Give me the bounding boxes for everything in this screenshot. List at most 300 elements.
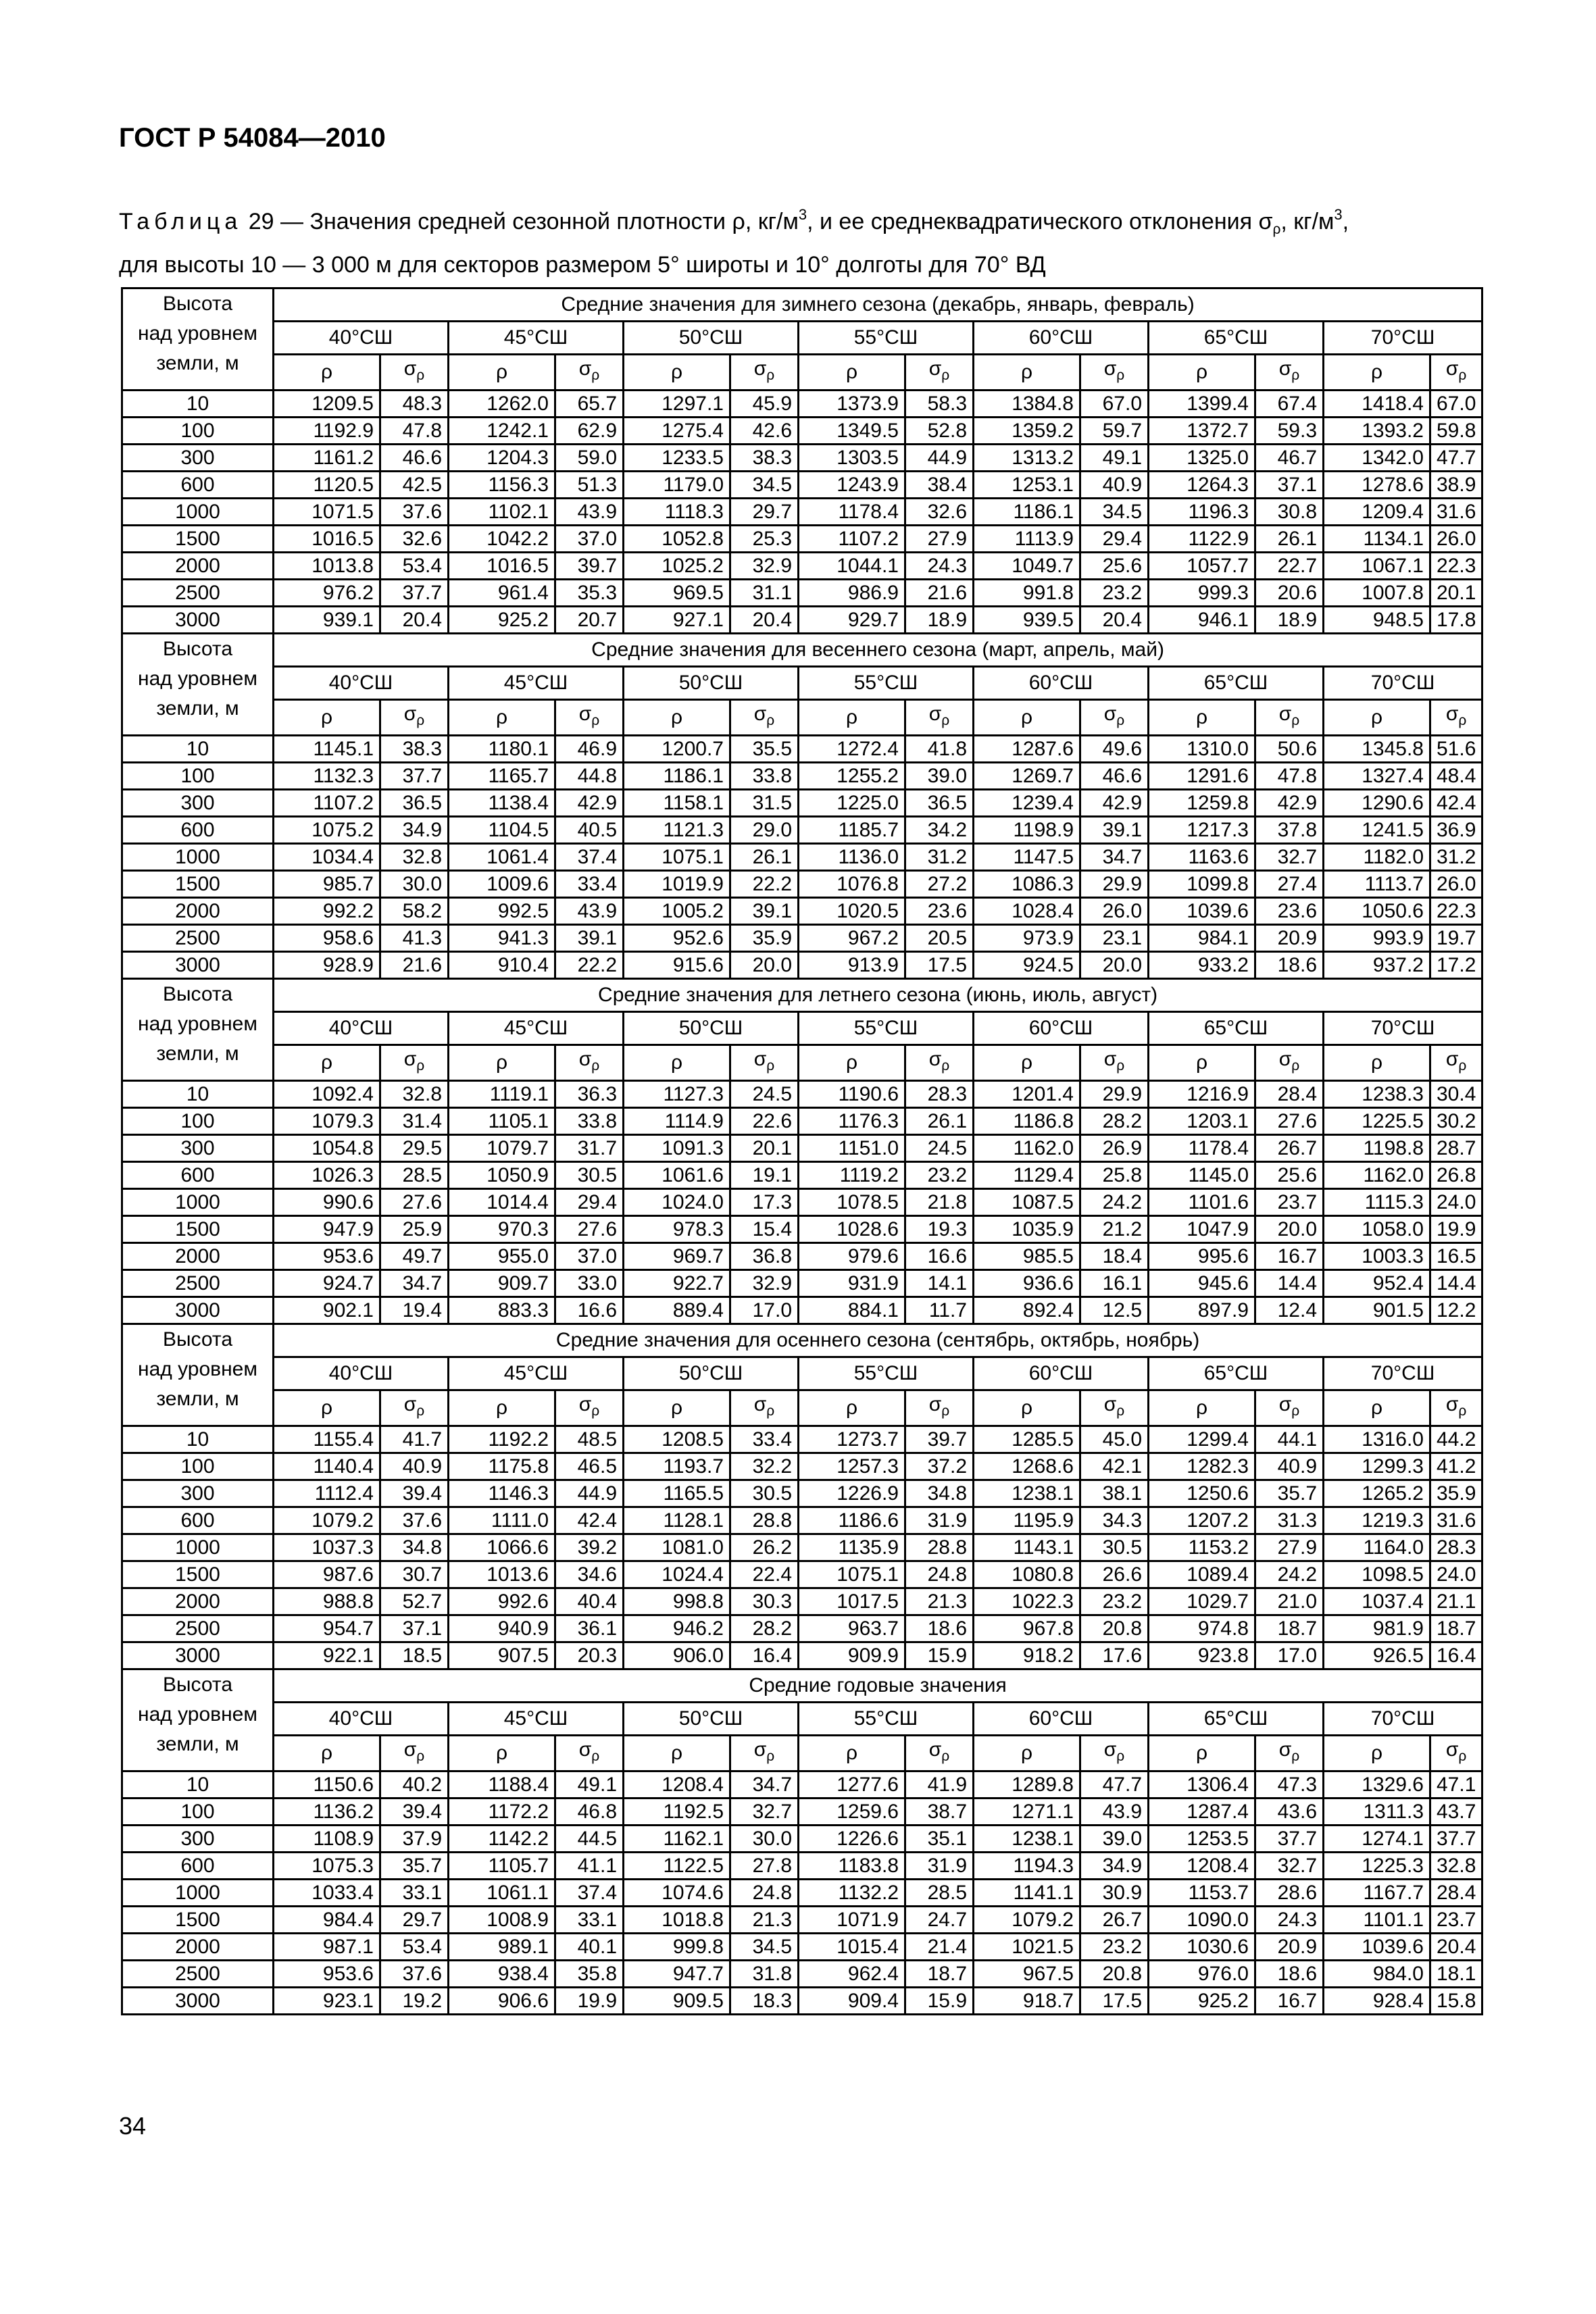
table-row (122, 1988, 1482, 2015)
sigma-symbol: σ (1103, 357, 1117, 380)
sigma-value-cell: 29.4 (1080, 526, 1149, 553)
sigma-value-cell: 14.4 (1430, 1270, 1482, 1297)
rho-value-cell: 927.1 (624, 607, 730, 634)
rho-value-cell: 925.2 (1149, 1988, 1255, 2015)
sigma-value-cell: 39.0 (1080, 1826, 1149, 1853)
sigma-value-cell: 49.1 (555, 1771, 624, 1799)
altitude-cell: 2000 (122, 1934, 274, 1961)
rho-value-cell: 1129.4 (974, 1162, 1080, 1189)
sigma-header (1080, 1736, 1149, 1771)
height-header-line: земли, м (156, 1042, 239, 1065)
latitude-header: 40°СШ (274, 1012, 449, 1045)
altitude-cell: 100 (122, 763, 274, 790)
sigma-header (905, 355, 974, 391)
sigma-value-cell: 25.6 (1255, 1162, 1324, 1189)
altitude-cell: 10 (122, 1081, 274, 1108)
caption-exponent-1: 3 (798, 206, 807, 223)
rho-value-cell: 1176.3 (799, 1108, 905, 1135)
rho-value-cell: 924.5 (974, 952, 1080, 979)
sigma-header (1430, 355, 1482, 391)
rho-value-cell: 1016.5 (449, 553, 555, 580)
rho-value-cell: 1091.3 (624, 1135, 730, 1162)
sigma-value-cell: 16.4 (1430, 1642, 1482, 1669)
table-row (122, 1907, 1482, 1934)
sigma-value-cell: 36.1 (555, 1615, 624, 1642)
rho-value-cell: 1373.9 (799, 391, 905, 418)
sigma-header (905, 1736, 974, 1771)
sigma-value-cell: 18.7 (905, 1961, 974, 1988)
rho-value-cell: 1122.5 (624, 1853, 730, 1880)
rho-value-cell: 973.9 (974, 925, 1080, 952)
sigma-value-cell: 18.7 (1255, 1615, 1324, 1642)
sigma-subscript: ρ (1291, 1058, 1300, 1074)
sigma-value-cell: 31.1 (730, 580, 799, 607)
sigma-value-cell: 29.4 (555, 1189, 624, 1216)
rho-value-cell: 985.5 (974, 1243, 1080, 1270)
latitude-header: 60°СШ (974, 1012, 1149, 1045)
sigma-header (555, 355, 624, 391)
sigma-value-cell: 50.6 (1255, 736, 1324, 763)
rho-value-cell: 1268.6 (974, 1453, 1080, 1480)
sigma-header (730, 1390, 799, 1426)
section-title-row (122, 1669, 1482, 1703)
sigma-symbol: σ (753, 1048, 767, 1070)
rho-value-cell: 1024.4 (624, 1561, 730, 1588)
sigma-value-cell: 24.0 (1430, 1189, 1482, 1216)
sigma-subscript: ρ (1291, 1403, 1300, 1419)
rho-value-cell: 1274.1 (1324, 1826, 1430, 1853)
sigma-value-cell: 34.3 (1080, 1507, 1149, 1534)
latitude-header: 45°СШ (449, 1703, 624, 1736)
sigma-value-cell: 20.8 (1080, 1615, 1149, 1642)
altitude-cell: 300 (122, 1480, 274, 1507)
sigma-value-cell: 37.7 (380, 580, 449, 607)
sigma-value-cell: 48.3 (380, 391, 449, 418)
rho-value-cell: 1201.4 (974, 1081, 1080, 1108)
sigma-symbol: σ (403, 1048, 417, 1070)
altitude-cell: 600 (122, 817, 274, 844)
sigma-value-cell: 36.5 (905, 790, 974, 817)
rho-value-cell: 1186.6 (799, 1507, 905, 1534)
sigma-symbol: σ (1103, 1738, 1117, 1761)
sigma-value-cell: 17.5 (905, 952, 974, 979)
sigma-value-cell: 31.6 (1430, 1507, 1482, 1534)
rho-value-cell: 923.1 (274, 1988, 380, 2015)
sigma-value-cell: 32.8 (380, 1081, 449, 1108)
rho-value-cell: 1024.0 (624, 1189, 730, 1216)
sigma-value-cell: 28.5 (380, 1162, 449, 1189)
rho-value-cell: 938.4 (449, 1961, 555, 1988)
sigma-symbol: σ (753, 357, 767, 380)
rho-value-cell: 1273.7 (799, 1426, 905, 1453)
rho-value-cell: 939.1 (274, 607, 380, 634)
altitude-cell: 2000 (122, 553, 274, 580)
rho-value-cell: 1145.1 (274, 736, 380, 763)
height-header-line: Высота (162, 983, 233, 1005)
sigma-subscript: ρ (941, 713, 950, 728)
table-row (122, 499, 1482, 526)
rho-value-cell: 1182.0 (1324, 844, 1430, 871)
rho-header: ρ (974, 1736, 1080, 1771)
rho-value-cell: 1329.6 (1324, 1771, 1430, 1799)
rho-value-cell: 1118.3 (624, 499, 730, 526)
rho-value-cell: 1081.0 (624, 1534, 730, 1561)
rho-value-cell: 1147.5 (974, 844, 1080, 871)
height-header-line: Высота (162, 638, 233, 660)
rho-value-cell: 1113.9 (974, 526, 1080, 553)
sigma-header (380, 1390, 449, 1426)
rho-value-cell: 1092.4 (274, 1081, 380, 1108)
rho-value-cell: 1327.4 (1324, 763, 1430, 790)
rho-value-cell: 1030.6 (1149, 1934, 1255, 1961)
rho-value-cell: 1179.0 (624, 472, 730, 499)
height-header (122, 288, 274, 391)
rho-header: ρ (624, 700, 730, 736)
table-row (122, 526, 1482, 553)
sigma-value-cell: 30.5 (555, 1162, 624, 1189)
sigma-value-cell: 24.5 (730, 1081, 799, 1108)
sigma-value-cell: 31.3 (1255, 1507, 1324, 1534)
rho-value-cell: 1238.3 (1324, 1081, 1430, 1108)
section-title-row (122, 979, 1482, 1012)
rho-header: ρ (799, 700, 905, 736)
sigma-header (1080, 355, 1149, 391)
sigma-value-cell: 52.7 (380, 1588, 449, 1615)
table-row (122, 844, 1482, 871)
rho-value-cell: 1239.4 (974, 790, 1080, 817)
section-title: Средние значения для зимнего сезона (декабрь, январь, февраль) (274, 288, 1482, 322)
sigma-value-cell: 20.0 (730, 952, 799, 979)
rho-value-cell: 1052.8 (624, 526, 730, 553)
table-row (122, 553, 1482, 580)
sigma-symbol: σ (1278, 1048, 1292, 1070)
sigma-subscript: ρ (416, 368, 425, 383)
sigma-value-cell: 19.9 (1430, 1216, 1482, 1243)
rho-value-cell: 974.8 (1149, 1615, 1255, 1642)
latitude-header: 70°СШ (1324, 1012, 1482, 1045)
variable-row (122, 1045, 1482, 1081)
sigma-value-cell: 37.7 (1255, 1826, 1324, 1853)
sigma-subscript: ρ (591, 1058, 600, 1074)
sigma-value-cell: 16.7 (1255, 1988, 1324, 2015)
latitude-header: 60°СШ (974, 667, 1149, 700)
section-title-row (122, 634, 1482, 667)
rho-value-cell: 948.5 (1324, 607, 1430, 634)
latitude-header: 40°СШ (274, 1357, 449, 1390)
rho-value-cell: 992.6 (449, 1588, 555, 1615)
rho-value-cell: 883.3 (449, 1297, 555, 1324)
table-row (122, 1880, 1482, 1907)
altitude-cell: 2500 (122, 1270, 274, 1297)
variable-row (122, 355, 1482, 391)
sigma-subscript: ρ (416, 1749, 425, 1764)
sigma-value-cell: 34.5 (1080, 499, 1149, 526)
rho-value-cell: 1005.2 (624, 898, 730, 925)
rho-value-cell: 1208.5 (624, 1426, 730, 1453)
sigma-subscript: ρ (941, 1058, 950, 1074)
sigma-value-cell: 36.9 (1430, 817, 1482, 844)
rho-value-cell: 922.1 (274, 1642, 380, 1669)
sigma-value-cell: 26.0 (1430, 871, 1482, 898)
sigma-value-cell: 37.7 (380, 763, 449, 790)
rho-header: ρ (1324, 1045, 1430, 1081)
table-row (122, 1853, 1482, 1880)
sigma-value-cell: 35.7 (380, 1853, 449, 1880)
sigma-value-cell: 47.7 (1430, 445, 1482, 472)
sigma-value-cell: 14.4 (1255, 1270, 1324, 1297)
rho-value-cell: 1033.4 (274, 1880, 380, 1907)
sigma-value-cell: 18.9 (1255, 607, 1324, 634)
section-title-row (122, 1324, 1482, 1357)
sigma-header (730, 700, 799, 736)
rho-header: ρ (974, 700, 1080, 736)
sigma-value-cell: 22.2 (730, 871, 799, 898)
rho-value-cell: 1208.4 (1149, 1853, 1255, 1880)
sigma-header (380, 700, 449, 736)
altitude-cell: 2500 (122, 580, 274, 607)
sigma-value-cell: 19.7 (1430, 925, 1482, 952)
rho-value-cell: 1193.7 (624, 1453, 730, 1480)
sigma-symbol: σ (1278, 1393, 1292, 1415)
sigma-value-cell: 28.8 (730, 1507, 799, 1534)
sigma-value-cell: 30.0 (730, 1826, 799, 1853)
altitude-cell: 300 (122, 1826, 274, 1853)
sigma-value-cell: 22.3 (1430, 553, 1482, 580)
rho-value-cell: 1079.7 (449, 1135, 555, 1162)
sigma-subscript: ρ (1116, 368, 1125, 383)
table-row (122, 952, 1482, 979)
sigma-value-cell: 44.8 (555, 763, 624, 790)
table-row (122, 1135, 1482, 1162)
rho-value-cell: 961.4 (449, 580, 555, 607)
height-header-line: земли, м (156, 1733, 239, 1755)
sigma-header (1255, 355, 1324, 391)
rho-value-cell: 1107.2 (799, 526, 905, 553)
latitude-header: 65°СШ (1149, 667, 1324, 700)
rho-value-cell: 1194.3 (974, 1853, 1080, 1880)
rho-value-cell: 1172.2 (449, 1799, 555, 1826)
rho-value-cell: 1384.8 (974, 391, 1080, 418)
sigma-value-cell: 38.7 (905, 1799, 974, 1826)
rho-value-cell: 928.9 (274, 952, 380, 979)
sigma-value-cell: 37.0 (555, 1243, 624, 1270)
sigma-header (1080, 1390, 1149, 1426)
sigma-value-cell: 32.7 (1255, 844, 1324, 871)
sigma-value-cell: 26.2 (730, 1534, 799, 1561)
rho-value-cell: 1021.5 (974, 1934, 1080, 1961)
sigma-value-cell: 37.8 (1255, 817, 1324, 844)
sigma-value-cell: 37.9 (380, 1826, 449, 1853)
latitude-header: 40°СШ (274, 667, 449, 700)
table-row (122, 1561, 1482, 1588)
sigma-value-cell: 28.2 (1080, 1108, 1149, 1135)
sigma-value-cell: 20.0 (1255, 1216, 1324, 1243)
sigma-value-cell: 41.3 (380, 925, 449, 952)
rho-value-cell: 1287.4 (1149, 1799, 1255, 1826)
altitude-cell: 10 (122, 1771, 274, 1799)
sigma-value-cell: 45.9 (730, 391, 799, 418)
latitude-header: 65°СШ (1149, 1357, 1324, 1390)
rho-value-cell: 1079.2 (974, 1907, 1080, 1934)
rho-value-cell: 1034.4 (274, 844, 380, 871)
rho-value-cell: 946.2 (624, 1615, 730, 1642)
rho-value-cell: 1264.3 (1149, 472, 1255, 499)
sigma-header (1430, 700, 1482, 736)
rho-value-cell: 929.7 (799, 607, 905, 634)
rho-value-cell: 1079.2 (274, 1507, 380, 1534)
rho-value-cell: 1200.7 (624, 736, 730, 763)
rho-value-cell: 940.9 (449, 1615, 555, 1642)
sigma-symbol: σ (578, 1393, 592, 1415)
sigma-value-cell: 38.4 (905, 472, 974, 499)
sigma-value-cell: 15.9 (905, 1988, 974, 2015)
rho-value-cell: 1008.9 (449, 1907, 555, 1934)
rho-value-cell: 1282.3 (1149, 1453, 1255, 1480)
sigma-symbol: σ (403, 1393, 417, 1415)
rho-header: ρ (274, 1045, 380, 1081)
sigma-value-cell: 17.5 (1080, 1988, 1149, 2015)
sigma-value-cell: 19.1 (730, 1162, 799, 1189)
rho-header: ρ (1324, 355, 1430, 391)
sigma-header (1255, 1736, 1324, 1771)
sigma-header (905, 1045, 974, 1081)
rho-header: ρ (799, 355, 905, 391)
caption-unit-1: , кг/м (745, 209, 799, 234)
sigma-value-cell: 38.3 (380, 736, 449, 763)
rho-value-cell: 1058.0 (1324, 1216, 1430, 1243)
rho-value-cell: 1250.6 (1149, 1480, 1255, 1507)
rho-value-cell: 1290.6 (1324, 790, 1430, 817)
rho-header: ρ (1324, 1390, 1430, 1426)
rho-value-cell: 1316.0 (1324, 1426, 1430, 1453)
rho-value-cell: 1175.8 (449, 1453, 555, 1480)
sigma-value-cell: 29.7 (730, 499, 799, 526)
sigma-value-cell: 16.7 (1255, 1243, 1324, 1270)
rho-value-cell: 1101.1 (1324, 1907, 1430, 1934)
latitude-header: 70°СШ (1324, 1703, 1482, 1736)
sigma-value-cell: 28.4 (1430, 1880, 1482, 1907)
sigma-symbol: σ (1103, 703, 1117, 725)
section-title: Средние значения для весеннего сезона (март, апрель, май) (274, 634, 1482, 667)
rho-value-cell: 1204.3 (449, 445, 555, 472)
sigma-value-cell: 47.7 (1080, 1771, 1149, 1799)
latitude-header: 50°СШ (624, 667, 799, 700)
rho-value-cell: 1299.4 (1149, 1426, 1255, 1453)
sigma-value-cell: 21.3 (905, 1588, 974, 1615)
sigma-symbol: σ (578, 703, 592, 725)
rho-value-cell: 1253.5 (1149, 1826, 1255, 1853)
rho-value-cell: 1029.7 (1149, 1588, 1255, 1615)
rho-value-cell: 1167.7 (1324, 1880, 1430, 1907)
rho-value-cell: 1108.9 (274, 1826, 380, 1853)
sigma-header (905, 700, 974, 736)
rho-value-cell: 931.9 (799, 1270, 905, 1297)
sigma-value-cell: 16.6 (905, 1243, 974, 1270)
sigma-value-cell: 53.4 (380, 553, 449, 580)
rho-value-cell: 1183.8 (799, 1853, 905, 1880)
sigma-value-cell: 32.7 (730, 1799, 799, 1826)
sigma-value-cell: 43.7 (1430, 1799, 1482, 1826)
sigma-subscript: ρ (1116, 1749, 1125, 1764)
sigma-subscript: ρ (1116, 713, 1125, 728)
sigma-value-cell: 36.8 (730, 1243, 799, 1270)
rho-value-cell: 1071.5 (274, 499, 380, 526)
sigma-value-cell: 31.4 (380, 1108, 449, 1135)
sigma-value-cell: 34.6 (555, 1561, 624, 1588)
rho-value-cell: 1155.4 (274, 1426, 380, 1453)
sigma-value-cell: 24.2 (1080, 1189, 1149, 1216)
rho-value-cell: 1289.8 (974, 1771, 1080, 1799)
sigma-value-cell: 59.3 (1255, 418, 1324, 445)
sigma-value-cell: 40.9 (380, 1453, 449, 1480)
altitude-cell: 300 (122, 445, 274, 472)
altitude-cell: 300 (122, 790, 274, 817)
sigma-value-cell: 28.5 (905, 1880, 974, 1907)
rho-value-cell: 1074.6 (624, 1880, 730, 1907)
sigma-value-cell: 18.6 (905, 1615, 974, 1642)
rho-value-cell: 1192.2 (449, 1426, 555, 1453)
sigma-value-cell: 67.0 (1430, 391, 1482, 418)
rho-header: ρ (274, 700, 380, 736)
sigma-value-cell: 26.0 (1080, 898, 1149, 925)
rho-value-cell: 1075.1 (624, 844, 730, 871)
sigma-value-cell: 46.6 (380, 445, 449, 472)
rho-value-cell: 1101.6 (1149, 1189, 1255, 1216)
altitude-cell: 10 (122, 391, 274, 418)
sigma-value-cell: 33.4 (555, 871, 624, 898)
rho-value-cell: 1140.4 (274, 1453, 380, 1480)
sigma-value-cell: 46.5 (555, 1453, 624, 1480)
sigma-value-cell: 19.4 (380, 1297, 449, 1324)
table-caption (119, 197, 1484, 282)
sigma-value-cell: 23.2 (905, 1162, 974, 1189)
rho-value-cell: 1061.1 (449, 1880, 555, 1907)
sigma-value-cell: 46.9 (555, 736, 624, 763)
rho-value-cell: 952.4 (1324, 1270, 1430, 1297)
sigma-value-cell: 27.8 (730, 1853, 799, 1880)
table-row (122, 1162, 1482, 1189)
caption-exponent-2: 3 (1334, 206, 1343, 223)
sigma-header (555, 1390, 624, 1426)
rho-value-cell: 933.2 (1149, 952, 1255, 979)
sigma-value-cell: 44.1 (1255, 1426, 1324, 1453)
sigma-value-cell: 12.4 (1255, 1297, 1324, 1324)
rho-value-cell: 1198.8 (1324, 1135, 1430, 1162)
sigma-subscript: ρ (591, 1403, 600, 1419)
altitude-cell: 1000 (122, 499, 274, 526)
rho-value-cell: 1257.3 (799, 1453, 905, 1480)
sigma-value-cell: 33.4 (730, 1426, 799, 1453)
table-row (122, 1588, 1482, 1615)
latitude-header: 60°СШ (974, 1703, 1149, 1736)
sigma-value-cell: 33.1 (380, 1880, 449, 1907)
rho-header: ρ (449, 355, 555, 391)
rho-value-cell: 1241.5 (1324, 817, 1430, 844)
rho-header: ρ (624, 1736, 730, 1771)
sigma-value-cell: 46.8 (555, 1799, 624, 1826)
rho-value-cell: 918.7 (974, 1988, 1080, 2015)
sigma-value-cell: 20.1 (730, 1135, 799, 1162)
rho-value-cell: 1035.9 (974, 1216, 1080, 1243)
table-row (122, 1216, 1482, 1243)
sigma-value-cell: 41.7 (380, 1426, 449, 1453)
altitude-cell: 300 (122, 1135, 274, 1162)
rho-value-cell: 906.6 (449, 1988, 555, 2015)
rho-value-cell: 1075.3 (274, 1853, 380, 1880)
sigma-value-cell: 30.3 (730, 1588, 799, 1615)
sigma-subscript: ρ (1458, 1058, 1467, 1074)
sigma-value-cell: 40.5 (555, 817, 624, 844)
